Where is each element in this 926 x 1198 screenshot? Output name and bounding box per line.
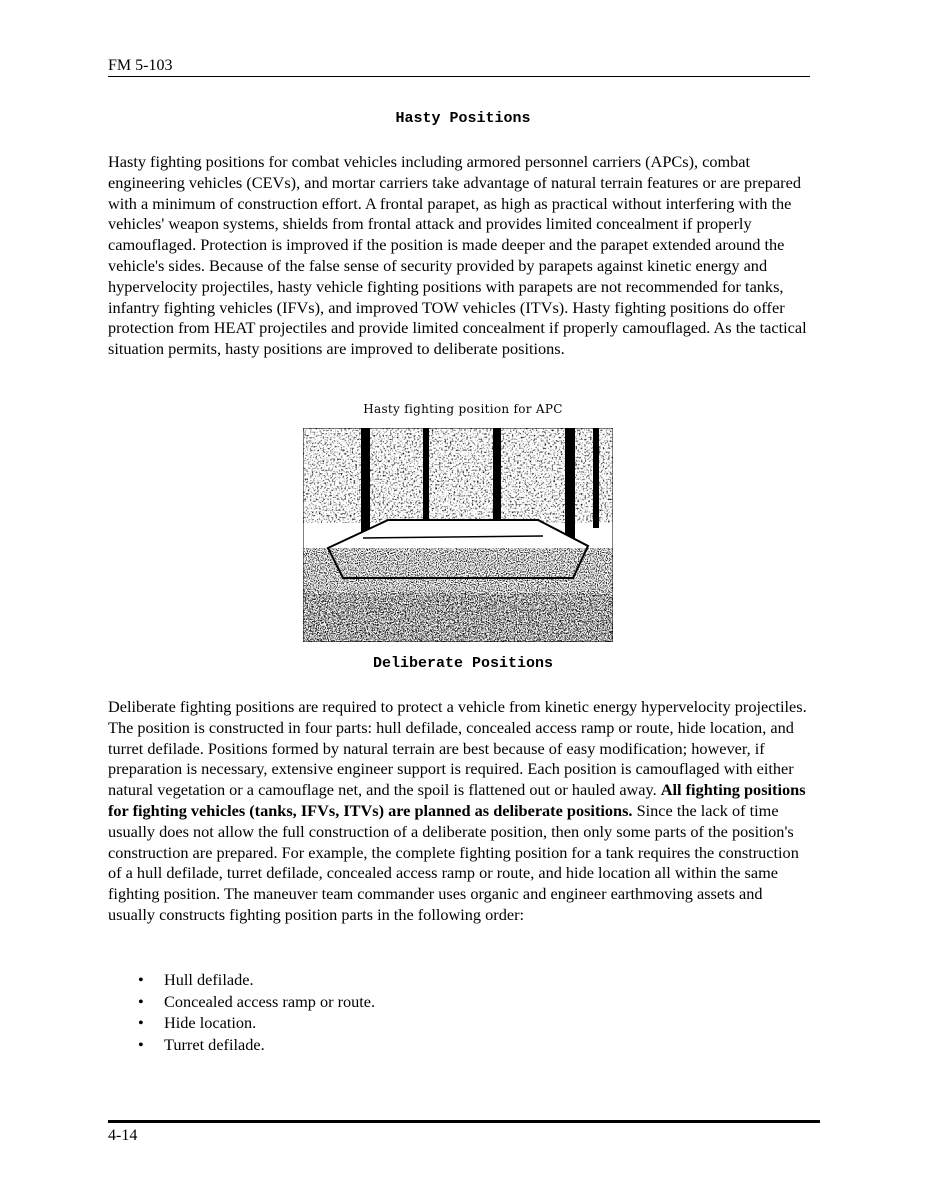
hasty-positions-heading: Hasty Positions — [395, 110, 531, 127]
construction-order-list — [108, 969, 375, 1055]
deliberate-positions-paragraph — [108, 697, 810, 926]
list-item: • Hull defilade. — [138, 970, 254, 989]
deliberate-text-1: Deliberate fighting positions are required to protect a vehicle from kinetic energy hypervelocity projectiles. The position is constructed in four parts: hull defilade, concealed access ramp or route, hide location, and turret defilade. Positions formed by natural terrain are best because of easy modification; however, if preparation is necessary, extensive engineer support is required. Each position is camouflaged with either natural vegetation or a camouflage net, and the spoil is flattened out or hauled away. — [108, 697, 807, 800]
figure-caption: Hasty fighting position for APC — [363, 402, 563, 416]
list-item: • Hide location. — [138, 1013, 257, 1032]
deliberate-positions-heading: Deliberate Positions — [372, 655, 554, 672]
deliberate-text-2: Since the lack of time usually does not allow the full construction of a deliberate position, then only some parts of the position's construction are prepared. For example, the complete fighting position for a tank requires the construction of a hull defilade, turret defilade, concealed access ramp or route, and hide location all within the same fighting position. The maneuver team commander uses organic and engineer earthmoving assets and usually constructs fighting position parts in the following order: — [108, 800, 799, 924]
doc-id: FM 5-103 — [108, 57, 173, 74]
footer-rule — [108, 1120, 820, 1123]
list-item: • Turret defilade. — [138, 1034, 265, 1054]
apc-fighting-position-photo — [303, 428, 613, 642]
page-number: 4-14 — [108, 1127, 138, 1144]
running-header — [108, 56, 810, 77]
hasty-positions-paragraph: Hasty fighting positions for combat vehicles including armored personnel carriers (APCs), combat engineering vehicles (CEVs), and mortar carriers take advantage of natural terrain features or are prepared with a minimum of construction effort. A frontal parapet, as high as practical without interfering with the vehicles' weapon systems, shields from frontal attack and provides limited concealment if properly camouflaged. Protection is improved if the position is made deeper and the parapet extended around the vehicle's sides. Because of the false sense of security provided by parapets against kinetic energy and hypervelocity projectiles, hasty vehicle fighting positions with parapets are not recommended for tanks, infantry fighting vehicles (IFVs), and improved TOW vehicles (ITVs). Hasty fighting positions do offer protection from HEAT projectiles and provide limited concealment if properly camouflaged. As the tactical situation permits, hasty positions are improved to deliberate positions. — [108, 152, 807, 359]
bullet-icon: • — [138, 991, 144, 1011]
list-item: • Concealed access ramp or route. — [138, 991, 376, 1011]
deliberate-bold-text: All fighting positions for fighting vehicles (tanks, IFVs, ITVs) are planned as deliberate positions. — [108, 780, 806, 820]
bullet-icon: • — [138, 970, 144, 989]
bullet-icon: • — [138, 1034, 144, 1054]
bullet-icon: • — [138, 1013, 144, 1032]
